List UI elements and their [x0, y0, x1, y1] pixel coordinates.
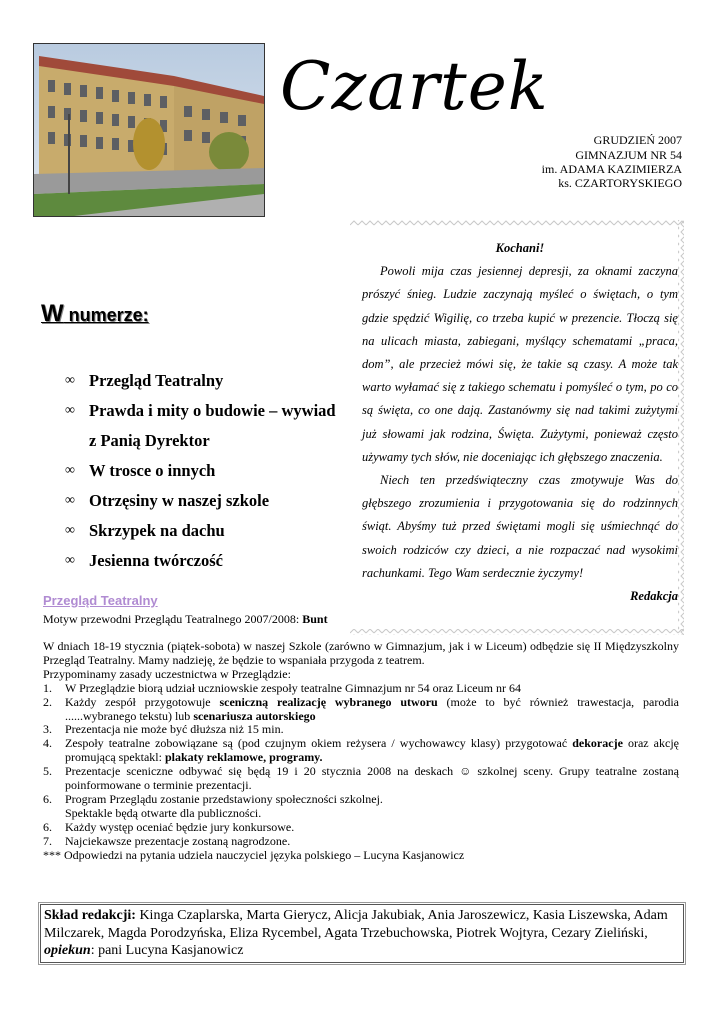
infinity-bullet-icon: ∞ — [65, 553, 75, 568]
infinity-bullet-icon: ∞ — [65, 523, 75, 538]
contents-heading-initial: W — [41, 300, 64, 327]
rule-item: 7. Najciekawsze prezentacje zostaną nagrodzone. — [43, 833, 291, 848]
issue-date: GRUDZIEŃ 2007 — [593, 133, 682, 147]
theatre-section-heading[interactable]: Przegląd Teatralny — [43, 593, 158, 608]
editorial-text — [362, 237, 678, 608]
theatre-motto: Motyw przewodni Przeglądu Teatralnego 2007/2008: Bunt — [43, 612, 328, 626]
editorial-paragraph-1: Powoli mija czas jesiennej depresji, za oknami zaczyna prószyć śnieg. Ludzie zaczynają myśleć o świętach, o tym gdzie spędzić Wigilię, co trzeba kupić w prezencie. Tłoczą się na ulicach miasta, zabiegani, myślący schematami „praca, dom”, ale przecież mówi się, że takie są czasy. A może tak warto wyłamać się z takiego schematu i pomyśleć o tym, po co są święta, co one dają. Zastanówmy się nad takimi zużytymi już słowami jak rodzina, Święta. Zużytymi, ponieważ często używamy tych słów, nie doceniając ich głębszego znaczenia. — [362, 264, 678, 464]
contents-heading-text: numerze: — [63, 305, 149, 325]
editorial-staff-names: Kinga Czaplarska, Marta Gierycz, Alicja Jakubiak, Ania Jaroszewicz, Kasia Liszewska, Adam Milczarek, Magda Porodzyńska, Eliza Rycembel, Agata Trzebuchowska, Piotrek Wojtyra, Cezary Zieliński, — [44, 908, 668, 941]
theatre-footnote: *** Odpowiedzi na pytania udziela nauczyciel języka polskiego – Lucyna Kasjanowicz — [43, 847, 465, 862]
contents-item[interactable]: ∞ Otrzęsiny w naszej szkole — [65, 486, 355, 516]
contents-item-continuation: z Panią Dyrektor — [89, 431, 210, 450]
rule-item: 4. Zespoły teatralne zobowiązane są (pod czujnym okiem reżysera / wychowawcy klasy) przygotować dekoracje oraz akcję promującą spektakl: plakaty reklamowe, programy. — [43, 736, 679, 765]
contents-heading — [41, 300, 149, 328]
infinity-bullet-icon: ∞ — [65, 373, 75, 388]
rule-item: 5. Prezentacje sceniczne odbywać się będą 19 i 20 stycznia 2008 na deskach ☺ szkolnej sceny. Grupy teatralne zostaną poinformowane o terminie prezentacji. — [43, 764, 679, 793]
editorial-staff-box — [40, 904, 684, 963]
theatre-article — [43, 640, 679, 863]
editorial-signature: Redakcja — [630, 589, 678, 604]
rule-item: 1. W Przeglądzie biorą udział uczniowskie zespoły teatralne Gimnazjum nr 54 oraz Liceum nr 64 — [43, 680, 521, 695]
theatre-motto-value: Bunt — [302, 612, 328, 626]
theatre-reminder: Przypominamy zasady uczestnictwa w Przeglądzie: — [43, 666, 291, 681]
editorial-title: Kochani! — [495, 241, 545, 255]
rule-item: 6. Program Przeglądu zostanie przedstawiony społeczności szkolnej. Spektakle będą otwarte dla publiczności. — [43, 791, 383, 820]
theatre-intro: W dniach 18-19 stycznia (piątek-sobota) w naszej Szkole (zarówno w Gimnazjum, jak i w Liceum) odbędzie się II Międzyszkolny Przegląd Teatralny. Mamy nadzieję, że będzie to wspaniała przygoda z teatrem. — [43, 639, 679, 667]
infinity-bullet-icon: ∞ — [65, 493, 75, 508]
contents-item[interactable]: ∞ Prawda i mity o budowie – wywiad — [65, 396, 355, 426]
contents-item[interactable]: ∞ Przegląd Teatralny — [65, 366, 355, 396]
infinity-bullet-icon: ∞ — [65, 403, 75, 418]
guardian-name: : pani Lucyna Kasjanowicz — [90, 943, 244, 958]
guardian-label: opiekun — [44, 943, 91, 958]
newspaper-title: Czartek — [280, 48, 549, 125]
school-patron-line-1: im. ADAMA KAZIMIERZA — [541, 162, 682, 176]
contents-item[interactable]: ∞ W trosce o innych — [65, 456, 355, 486]
rule-item: 2. Każdy zespół przygotowuje sceniczną realizację wybranego utworu (może to być również trawestacja, parodia ......wybranego tekstu) lub scenariusza autorskiego — [43, 694, 679, 723]
contents-list — [65, 366, 355, 576]
contents-item[interactable]: ∞ Jesienna twórczość — [65, 546, 355, 576]
rule-item: 3. Prezentacja nie może być dłuższa niż 15 min. — [43, 722, 284, 737]
editorial-paragraph-2: Niech ten przedświąteczny czas zmotywuje Was do głębszego zrozumienia i przygotowania się do rodzinnych świąt. Abyśmy tuż przed świętami mogli się uśmiechnąć do swoich rodziców czy dzieci, a nie rozpaczać nad wysokimi rachunkami. Tego Wam serdecznie życzymy! — [362, 473, 678, 580]
school-photo — [33, 43, 265, 217]
rule-item: 6. Każdy występ oceniać będzie jury konkursowe. — [43, 819, 295, 834]
editorial-staff-label: Skład redakcji: — [44, 908, 136, 923]
infinity-bullet-icon: ∞ — [65, 463, 75, 478]
school-name: GIMNAZJUM NR 54 — [575, 148, 682, 162]
contents-item[interactable]: ∞ Skrzypek na dachu — [65, 516, 355, 546]
school-patron-line-2: ks. CZARTORYSKIEGO — [558, 176, 682, 190]
